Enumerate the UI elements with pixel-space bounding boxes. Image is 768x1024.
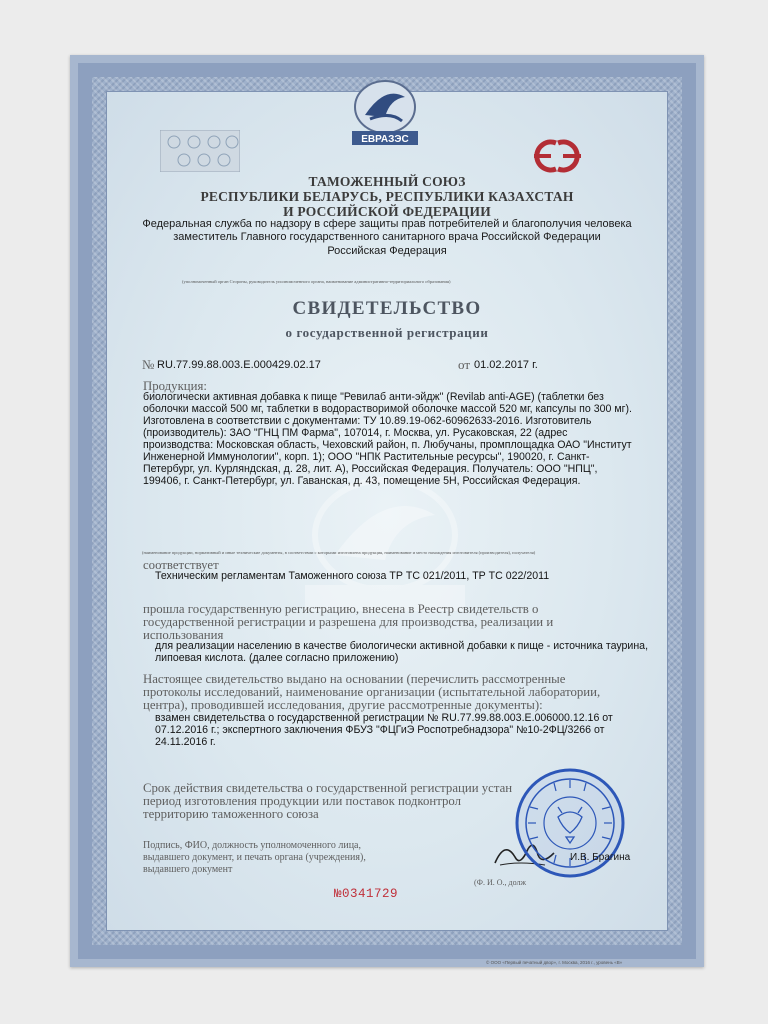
product-line: 199406, г. Санкт-Петербург, ул. Гаванская, д. 43, помещение 5Н, Российская Федерация.: [143, 475, 581, 487]
basis-doc1: взамен свидетельства о государственной регистрации № RU.77.99.88.003.Е.006000.12.16 от: [155, 712, 613, 724]
service-line3: Российская Федерация: [327, 245, 447, 257]
product-line: производства: Московская область, Чеховский район, п. Любучаны, промплощадка ОАО "Институт: [143, 439, 632, 451]
signature-caption-line1: Подпись, ФИО, должность уполномоченного лица,: [143, 840, 361, 851]
product-label: Продукция:: [143, 379, 207, 393]
registration-number: RU.77.99.88.003.Е.000429.02.17: [157, 359, 321, 371]
product-caption: (наименование продукции, нормативный и иные технические документы, в соответствии с которыми изготовлена продукция, наименование и место нахождения изготовителя (производителя), получателя): [142, 550, 536, 555]
product-line: оболочки массой 500 мг, таблетки в водорастворимой оболочке массой 520 мг, капсулы по 300 мг).: [143, 403, 632, 415]
hologram-sticker-icon: [160, 130, 240, 172]
serial-number: №0341729: [334, 887, 399, 901]
basis-line1: Настоящее свидетельство выдано на основании (перечислить рассмотренные: [143, 672, 566, 686]
signatory-caption: (Ф. И. О., долж: [474, 878, 527, 887]
signature-caption-line2: выдавшего документ, и печать органа (учреждения),: [143, 852, 366, 863]
basis-doc2: 07.12.2016 г.; экспертного заключения ФБУЗ "ФЦГиЭ Роспотребнадзора" №10-2ФЦ/3266 от: [155, 724, 605, 736]
service-line2: заместитель Главного государственного санитарного врача Российской Федерации: [173, 231, 601, 243]
emblem-label: ЕВРАЗЭС: [361, 134, 409, 145]
registration-date: 01.02.2017 г.: [474, 359, 538, 371]
conformity-text: Техническим регламентам Таможенного союза ТР ТС 021/2011, ТР ТС 022/2011: [155, 570, 550, 582]
conformity-label: соответствует: [143, 558, 219, 572]
product-line: (производитель): ЗАО "ГНЦ ПМ Фарма", 107014, г. Москва, ул. Русаковская, 22 (адрес: [143, 427, 568, 439]
basis-doc3: 24.11.2016 г.: [155, 736, 216, 748]
registered-line3: использования: [143, 628, 224, 642]
union-title-line3: И РОССИЙСКОЙ ФЕДЕРАЦИИ: [283, 204, 491, 219]
union-title-line2: РЕСПУБЛИКИ БЕЛАРУСЬ, РЕСПУБЛИКИ КАЗАХСТАН: [200, 189, 574, 204]
service-line1: Федеральная служба по надзору в сфере защиты прав потребителей и благополучия человека: [142, 218, 632, 230]
use-line1: для реализации населению в качестве биологически активной добавки к пище - источника таурина,: [155, 640, 649, 652]
signature-caption-line3: выдавшего документ: [143, 864, 233, 875]
signatory-name: И.В. Брагина: [570, 852, 631, 863]
validity-line3: территорию таможенного союза: [143, 807, 319, 821]
registered-line1: прошла государственную регистрацию, внесена в Реестр свидетельств о: [143, 602, 539, 616]
validity-line2: период изготовления продукции или поставок подконтрол: [143, 794, 461, 808]
document-subtitle: о государственной регистрации: [285, 325, 489, 340]
certificate-sheet: [70, 55, 704, 967]
product-line: Петербург, ул. Курляндская, д. 28, лит. А), Российская Федерация. Получатель: ООО "НПЦ",: [143, 463, 598, 475]
basis-line2: протоколы исследований, наименование организации (испытательной лаборатории,: [143, 685, 601, 699]
use-line2: липоевая кислота. (далее согласно приложению): [155, 652, 399, 664]
registration-number-label: №: [142, 357, 155, 372]
document-title: СВИДЕТЕЛЬСТВО: [292, 298, 482, 319]
product-line: Инженерной Иммунологии", корп. 1); ООО "НПК Растительные ресурсы", 190020, г. Санкт-: [143, 451, 590, 463]
union-title-line1: ТАМОЖЕННЫЙ СОЮЗ: [308, 174, 466, 189]
registration-date-label: от: [458, 357, 471, 372]
evrazes-emblem-icon: [340, 77, 430, 149]
registered-line2: государственной регистрации и разрешена для производства, реализации и: [143, 615, 554, 629]
validity-line1: Срок действия свидетельства о государственной регистрации устан: [143, 781, 513, 795]
se-conformity-mark-icon: [525, 137, 589, 175]
authority-caption: (уполномоченный орган Стороны, руководитель уполномоченного органа, наименование административно-территориального образования): [182, 279, 451, 284]
basis-line3: центра), проводившей исследования, другие рассмотренные документы):: [143, 698, 543, 712]
product-line: Изготовлена в соответствии с документами: ТУ 10.89.19-062-60962633-2016. Изготовитель: [143, 415, 592, 427]
product-line: биологически активная добавка к пище "Ревилаб анти-эйдж" (Revilab anti-AGE) (таблетки без: [143, 391, 604, 403]
printer-footer: © ООО «Первый печатный двор», г. Москва, 2016 г., уровень «В»: [486, 960, 623, 965]
